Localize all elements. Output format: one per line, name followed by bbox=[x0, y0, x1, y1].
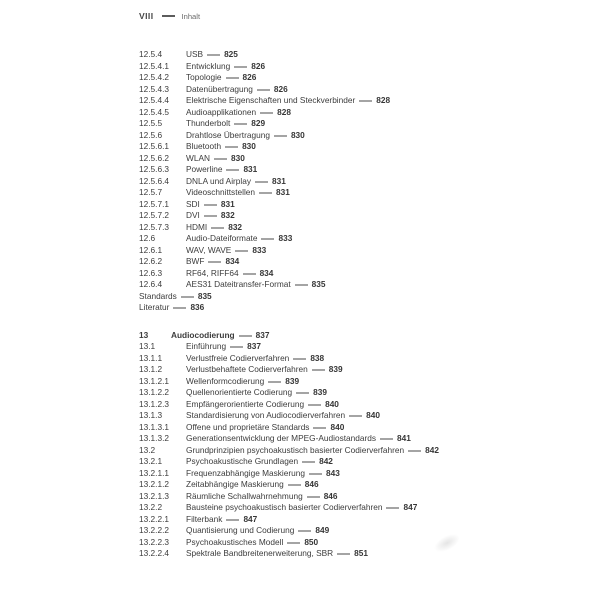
toc-entry-title: WLAN bbox=[186, 152, 210, 163]
toc-entry-number: 12.6.4 bbox=[139, 279, 163, 289]
toc-entry-number: 13.2.1.2 bbox=[139, 479, 169, 489]
toc-row bbox=[139, 353, 569, 365]
toc-entry-title: Filterbank bbox=[186, 513, 223, 524]
toc-row bbox=[139, 84, 569, 96]
toc-row bbox=[139, 49, 569, 61]
leader-dash bbox=[226, 519, 239, 520]
toc-entry-page: 831 bbox=[243, 164, 258, 174]
toc-entry-title: WAV, WAVE bbox=[186, 244, 232, 255]
toc-entry-page: 833 bbox=[278, 233, 293, 243]
toc-entry-number: 13.1 bbox=[139, 341, 156, 351]
toc-row bbox=[139, 291, 569, 303]
toc-entry-page: 843 bbox=[326, 467, 340, 478]
toc-entry-number: 13.2.2.1 bbox=[139, 513, 169, 524]
leader-dash bbox=[260, 112, 273, 113]
toc-entry-page: 851 bbox=[354, 548, 368, 558]
toc-entry-title: Empfängerorientierte Codierung bbox=[186, 398, 305, 409]
toc-row bbox=[139, 491, 569, 503]
toc-entry-page: 832 bbox=[220, 210, 235, 220]
toc-entry-number: 13.1.2.2 bbox=[139, 387, 169, 397]
toc-entry-page: 846 bbox=[323, 490, 338, 501]
toc-entry-number: 12.5.6.2 bbox=[139, 152, 169, 163]
toc-entry-page: 826 bbox=[251, 60, 266, 71]
toc-entry-title: Entwicklung bbox=[186, 60, 231, 71]
toc-entry-number: 12.5.7 bbox=[139, 187, 163, 197]
toc-entry-title: Quantisierung und Codierung bbox=[186, 525, 295, 535]
toc-entry-page: 840 bbox=[330, 421, 345, 432]
leader-dash bbox=[226, 78, 239, 79]
toc-entry-title: Standardisierung von Audiocodierverfahren bbox=[186, 410, 346, 420]
toc-entry-title: Quellenorientierte Codierung bbox=[186, 387, 293, 397]
toc-entry-page: 834 bbox=[259, 267, 274, 278]
leader-dash bbox=[234, 124, 247, 125]
toc-entry-page: 825 bbox=[224, 49, 238, 59]
toc-entry-title: Grundprinzipien psychoakustisch basierter Codierverfahren bbox=[186, 444, 405, 455]
toc-entry-title: DVI bbox=[186, 210, 200, 220]
leader-dash bbox=[274, 135, 287, 136]
toc-entry-number: 12.5.7.3 bbox=[139, 221, 169, 232]
leader-dash bbox=[307, 496, 320, 497]
toc-entry-page: 842 bbox=[319, 456, 333, 466]
toc-row bbox=[139, 433, 569, 445]
toc-row bbox=[139, 364, 569, 376]
leader-dash bbox=[255, 181, 268, 182]
toc-row bbox=[139, 479, 569, 491]
toc-entry-title: Audiocodierung bbox=[171, 329, 235, 340]
toc-entry-page: 836 bbox=[190, 302, 205, 312]
toc-row bbox=[139, 525, 569, 537]
leader-dash bbox=[312, 370, 325, 371]
toc-entry-title: Bausteine psychoakustisch basierter Codierverfahren bbox=[186, 502, 383, 512]
leader-dash bbox=[296, 393, 309, 394]
toc-entry-title: Datenübertragung bbox=[186, 83, 253, 94]
toc-entry-title: SDI bbox=[186, 198, 200, 209]
toc-row bbox=[139, 199, 569, 211]
toc-entry-number: 13.1.1 bbox=[139, 352, 163, 363]
toc-entry-page: 841 bbox=[397, 433, 411, 443]
toc-entry-number: 12.5.4.1 bbox=[139, 60, 169, 71]
toc-entry-number: 13 bbox=[139, 329, 149, 340]
toc-entry-page: 828 bbox=[277, 106, 291, 117]
toc-entry-title: Thunderbolt bbox=[186, 118, 231, 128]
leader-dash bbox=[408, 450, 421, 451]
toc-entry-number: 12.6.2 bbox=[139, 256, 163, 266]
toc-entry-page: 838 bbox=[310, 352, 325, 363]
toc-entry-title: Audioapplikationen bbox=[186, 106, 257, 117]
toc-entry-title: Standards bbox=[139, 290, 177, 301]
toc-entry-page: 828 bbox=[376, 95, 391, 105]
toc-entry-title: Offene und proprietäre Standards bbox=[186, 421, 310, 432]
toc-entry-title: AES31 Dateitransfer-Format bbox=[186, 279, 291, 289]
toc-entry-number: 13.2.2.4 bbox=[139, 548, 169, 558]
toc-entry-number: 13.2.1.3 bbox=[139, 490, 169, 501]
leader-dash bbox=[257, 89, 270, 90]
toc-row bbox=[139, 502, 569, 514]
toc-row bbox=[139, 268, 569, 280]
toc-entry-number: 12.5.4.3 bbox=[139, 83, 169, 94]
toc-row bbox=[139, 153, 569, 165]
toc-entry-number: 12.5.7.2 bbox=[139, 210, 169, 220]
toc-row bbox=[139, 187, 569, 199]
toc-entry-page: 830 bbox=[230, 152, 245, 163]
toc-entry-number: 12.5.4 bbox=[139, 49, 163, 59]
toc-entry-title: Räumliche Schallwahrnehmung bbox=[186, 490, 303, 501]
toc-row bbox=[139, 330, 569, 342]
toc-entry-page: 831 bbox=[276, 187, 290, 197]
page-header bbox=[139, 11, 200, 21]
toc-entry-page: 831 bbox=[220, 198, 235, 209]
toc-row bbox=[139, 130, 569, 142]
toc-entry-number: 13.2.1.1 bbox=[139, 467, 169, 478]
leader-dash bbox=[243, 273, 256, 274]
leader-dash bbox=[288, 485, 301, 486]
toc-entry-title: Psychoakustisches Modell bbox=[186, 536, 284, 547]
toc-entry-page: 839 bbox=[285, 375, 300, 386]
toc-entry-number: 13.2.2.3 bbox=[139, 536, 169, 547]
toc-entry-title: Wellenformcodierung bbox=[186, 375, 265, 386]
toc-entry-number: 13.1.2.1 bbox=[139, 375, 169, 386]
toc-entry-page: 835 bbox=[311, 279, 326, 289]
leader-dash bbox=[259, 193, 272, 194]
toc-row bbox=[139, 410, 569, 422]
leader-dash bbox=[268, 381, 281, 382]
leader-dash bbox=[287, 542, 300, 543]
toc-entry-title: USB bbox=[186, 49, 204, 59]
toc-row bbox=[139, 118, 569, 130]
toc-entry-page: 833 bbox=[252, 244, 267, 255]
leader-dash bbox=[225, 147, 238, 148]
toc-entry-page: 832 bbox=[228, 221, 243, 232]
toc-entry-page: 847 bbox=[243, 513, 258, 524]
toc-entry-title: RF64, RIFF64 bbox=[186, 267, 239, 278]
toc-entry-page: 839 bbox=[313, 387, 327, 397]
toc-entry-number: 13.2.2.2 bbox=[139, 525, 169, 535]
toc-row bbox=[139, 456, 569, 468]
toc-entry-title: BWF bbox=[186, 256, 205, 266]
toc-row bbox=[139, 72, 569, 84]
toc-entry-number: 12.5.4.5 bbox=[139, 106, 169, 117]
toc-row bbox=[139, 387, 569, 399]
toc-row bbox=[139, 245, 569, 257]
toc-row bbox=[139, 95, 569, 107]
leader-dash bbox=[261, 239, 274, 240]
toc-entry-title: HDMI bbox=[186, 221, 208, 232]
toc-entry-title: Elektrische Eigenschaften und Steckverbinder bbox=[186, 95, 356, 105]
toc-entry-page: 826 bbox=[273, 83, 288, 94]
leader-dash bbox=[239, 335, 252, 336]
toc-row bbox=[139, 514, 569, 526]
toc-entry-page: 840 bbox=[366, 410, 380, 420]
toc-entry-number: 12.5.4.4 bbox=[139, 95, 169, 105]
leader-dash bbox=[298, 531, 311, 532]
toc-entry-number: 12.5.7.1 bbox=[139, 198, 169, 209]
toc-entry-page: 834 bbox=[225, 256, 240, 266]
leader-dash bbox=[309, 473, 322, 474]
toc-entry-page: 830 bbox=[290, 129, 305, 140]
leader-dash bbox=[337, 554, 350, 555]
toc-entry-page: 849 bbox=[315, 525, 330, 535]
toc-list bbox=[139, 49, 569, 560]
toc-row bbox=[139, 422, 569, 434]
toc-row bbox=[139, 222, 569, 234]
toc-row bbox=[139, 256, 569, 268]
toc-entry-number: 12.5.6.4 bbox=[139, 175, 169, 186]
toc-entry-title: Literatur bbox=[139, 302, 170, 312]
leader-dash bbox=[293, 358, 306, 359]
toc-entry-title: Audio-Dateiformate bbox=[186, 233, 258, 243]
toc-entry-number: 12.6.3 bbox=[139, 267, 163, 278]
toc-entry-number: 13.2.1 bbox=[139, 456, 163, 466]
leader-dash bbox=[380, 439, 393, 440]
toc-entry-title: Spektrale Bandbreitenerweiterung, SBR bbox=[186, 548, 334, 558]
toc-row bbox=[139, 445, 569, 457]
toc-entry-title: DNLA und Airplay bbox=[186, 175, 252, 186]
toc-row bbox=[139, 164, 569, 176]
leader-dash bbox=[173, 308, 186, 309]
toc-entry-page: 835 bbox=[197, 290, 212, 301]
toc-row bbox=[139, 399, 569, 411]
leader-dash bbox=[302, 462, 315, 463]
toc-entry-page: 839 bbox=[328, 364, 343, 374]
toc-entry-title: Einführung bbox=[186, 341, 227, 351]
toc-entry-title: Powerline bbox=[186, 164, 223, 174]
leader-dash bbox=[181, 296, 194, 297]
toc-entry-page: 826 bbox=[242, 72, 257, 82]
toc-row bbox=[139, 141, 569, 153]
toc-row bbox=[139, 107, 569, 119]
toc-entry-page: 842 bbox=[425, 444, 439, 455]
toc-row bbox=[139, 468, 569, 480]
leader-dash bbox=[359, 101, 372, 102]
page-number-roman: VIII bbox=[139, 11, 154, 21]
leader-dash bbox=[295, 285, 308, 286]
toc-entry-number: 12.5.4.2 bbox=[139, 72, 169, 82]
toc-entry-page: 837 bbox=[247, 341, 261, 351]
toc-entry-number: 13.1.3 bbox=[139, 410, 163, 420]
toc-entry-number: 12.6 bbox=[139, 233, 156, 243]
toc-entry-number: 13.2 bbox=[139, 444, 156, 455]
toc-entry-page: 846 bbox=[304, 479, 319, 489]
toc-row bbox=[139, 376, 569, 388]
toc-entry-number: 13.1.3.2 bbox=[139, 433, 169, 443]
leader-dash bbox=[226, 170, 239, 171]
leader-dash bbox=[234, 66, 247, 67]
toc-entry-number: 12.5.5 bbox=[139, 118, 163, 128]
toc-entry-number: 12.5.6.3 bbox=[139, 164, 169, 174]
leader-dash bbox=[207, 55, 220, 56]
toc-row bbox=[139, 61, 569, 73]
toc-entry-title: Verlustfreie Codierverfahren bbox=[186, 352, 290, 363]
leader-dash bbox=[214, 158, 227, 159]
leader-dash bbox=[230, 347, 243, 348]
toc-entry-number: 12.5.6.1 bbox=[139, 141, 169, 151]
toc-row bbox=[139, 537, 569, 549]
leader-dash bbox=[386, 508, 399, 509]
toc-row bbox=[139, 233, 569, 245]
toc-row bbox=[139, 279, 569, 291]
toc-entry-number: 13.1.2.3 bbox=[139, 398, 169, 409]
toc-entry-title: Bluetooth bbox=[186, 141, 222, 151]
leader-dash bbox=[308, 404, 321, 405]
toc-entry-page: 829 bbox=[251, 118, 266, 128]
toc-row bbox=[139, 548, 569, 560]
running-head: Inhalt bbox=[181, 11, 201, 21]
toc-entry-title: Zeitabhängige Maskierung bbox=[186, 479, 284, 489]
leader-dash bbox=[211, 227, 224, 228]
leader-dash bbox=[313, 427, 326, 428]
toc-entry-page: 847 bbox=[403, 502, 418, 512]
toc-entry-title: Frequenzabhängige Maskierung bbox=[186, 467, 306, 478]
toc-entry-page: 830 bbox=[242, 141, 256, 151]
toc-entry-number: 13.2.2 bbox=[139, 502, 163, 512]
toc-entry-title: Verlustbehaftete Codierverfahren bbox=[186, 364, 308, 374]
toc-entry-title: Generationsentwicklung der MPEG-Audiostandards bbox=[186, 433, 377, 443]
leader-dash bbox=[204, 216, 217, 217]
toc-entry-number: 12.6.1 bbox=[139, 244, 163, 255]
toc-entry-title: Psychoakustische Grundlagen bbox=[186, 456, 299, 466]
toc-entry-page: 837 bbox=[255, 329, 270, 340]
leader-dash bbox=[349, 416, 362, 417]
toc-entry-number: 12.5.6 bbox=[139, 129, 163, 140]
toc-row bbox=[139, 176, 569, 188]
toc-entry-title: Topologie bbox=[186, 72, 222, 82]
toc-row bbox=[139, 302, 569, 314]
leader-dash bbox=[235, 250, 248, 251]
toc-entry-page: 840 bbox=[325, 398, 339, 409]
toc-entry-number: 13.1.3.1 bbox=[139, 421, 169, 432]
toc-entry-page: 850 bbox=[304, 536, 319, 547]
leader-dash bbox=[204, 204, 217, 205]
header-leader-dash bbox=[162, 15, 175, 16]
toc-row bbox=[139, 341, 569, 353]
leader-dash bbox=[208, 262, 221, 263]
toc-entry-page: 831 bbox=[272, 175, 286, 186]
toc-entry-title: Videoschnittstellen bbox=[186, 187, 256, 197]
toc-entry-title: Drahtlose Übertragung bbox=[186, 129, 270, 140]
toc-entry-number: 13.1.2 bbox=[139, 364, 163, 374]
toc-row bbox=[139, 210, 569, 222]
